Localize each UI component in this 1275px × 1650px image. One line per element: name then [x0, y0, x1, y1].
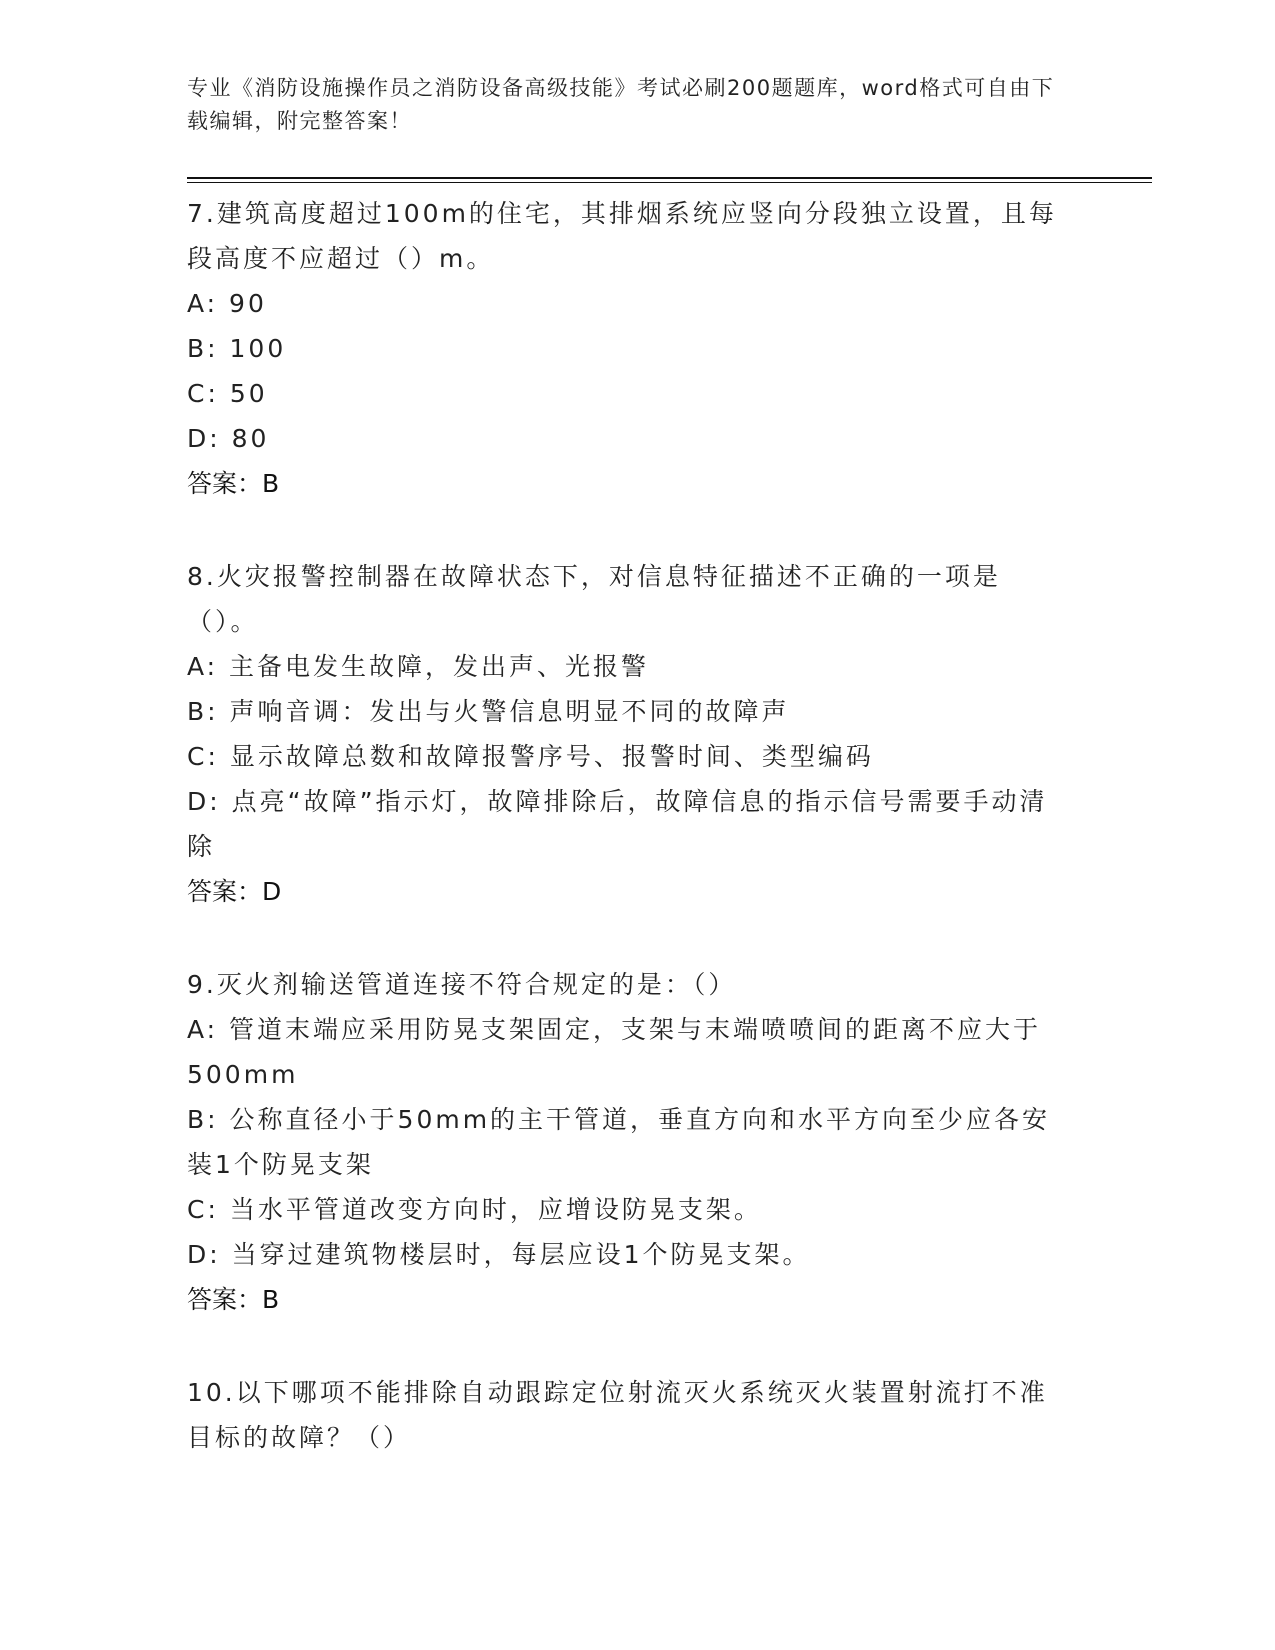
option-a	[187, 1007, 1067, 1097]
option-key: B:	[187, 334, 219, 363]
question-stem: 8.火灾报警控制器在故障状态下，对信息特征描述不正确的一项是（）。	[187, 562, 1001, 636]
option-key: B:	[187, 697, 219, 726]
option-text: 100	[229, 334, 287, 363]
header-divider-thin	[187, 182, 1152, 183]
option-text: 主备电发生故障，发出声、光报警	[229, 652, 650, 681]
question-stem: 7.建筑高度超过100m的住宅，其排烟系统应竖向分段独立设置，且每段高度不应超过（）m。	[187, 199, 1057, 273]
option-key: A:	[187, 289, 219, 318]
option-text: 声响音调：发出与火警信息明显不同的故障声	[229, 697, 790, 726]
option-text: 显示故障总数和故障报警序号、报警时间、类型编码	[229, 742, 874, 771]
option-text: 90	[229, 289, 267, 318]
option-key: A:	[187, 1015, 219, 1044]
question-7	[187, 191, 1067, 506]
option-key: A:	[187, 652, 219, 681]
option-b	[187, 326, 1067, 371]
option-b	[187, 1097, 1067, 1187]
option-text: 管道末端应采用防晃支架固定，支架与末端喷喷间的距离不应大于500mm	[187, 1015, 1042, 1089]
option-d	[187, 779, 1067, 869]
option-key: B:	[187, 1105, 219, 1134]
answer-line: 答案：B	[187, 469, 280, 498]
option-key: D:	[187, 787, 221, 816]
option-text: 当水平管道改变方向时，应增设防晃支架。	[229, 1195, 762, 1224]
option-b	[187, 689, 1067, 734]
option-a	[187, 644, 1067, 689]
question-stem: 9.灭火剂输送管道连接不符合规定的是：（）	[187, 970, 737, 999]
option-c	[187, 1187, 1067, 1232]
option-d	[187, 1232, 1067, 1277]
document-header: 专业《消防设施操作员之消防设备高级技能》考试必刷200题题库，word格式可自由下载编辑，附完整答案！	[187, 76, 1055, 133]
option-key: D:	[187, 424, 221, 453]
question-9	[187, 962, 1067, 1322]
option-text: 点亮“故障”指示灯，故障排除后，故障信息的指示信号需要手动清除	[187, 787, 1048, 861]
option-a	[187, 281, 1067, 326]
question-10	[187, 1370, 1067, 1460]
question-stem: 10.以下哪项不能排除自动跟踪定位射流灭火系统灭火装置射流打不准目标的故障？（）	[187, 1378, 1048, 1452]
option-text: 80	[231, 424, 270, 453]
option-key: C:	[187, 379, 219, 408]
option-text: 公称直径小于50mm的主干管道，垂直方向和水平方向至少应各安装1个防晃支架	[187, 1105, 1051, 1179]
answer-line: 答案：B	[187, 1285, 280, 1314]
header-divider-thick	[187, 177, 1152, 179]
option-c	[187, 371, 1067, 416]
question-list	[187, 191, 1067, 1508]
option-key: C:	[187, 742, 219, 771]
option-key: D:	[187, 1240, 221, 1269]
option-text: 当穿过建筑物楼层时，每层应设1个防晃支架。	[231, 1240, 811, 1269]
option-key: C:	[187, 1195, 219, 1224]
option-text: 50	[229, 379, 268, 408]
answer-line: 答案：D	[187, 877, 282, 906]
option-c	[187, 734, 1067, 779]
option-d	[187, 416, 1067, 461]
question-8	[187, 554, 1067, 914]
